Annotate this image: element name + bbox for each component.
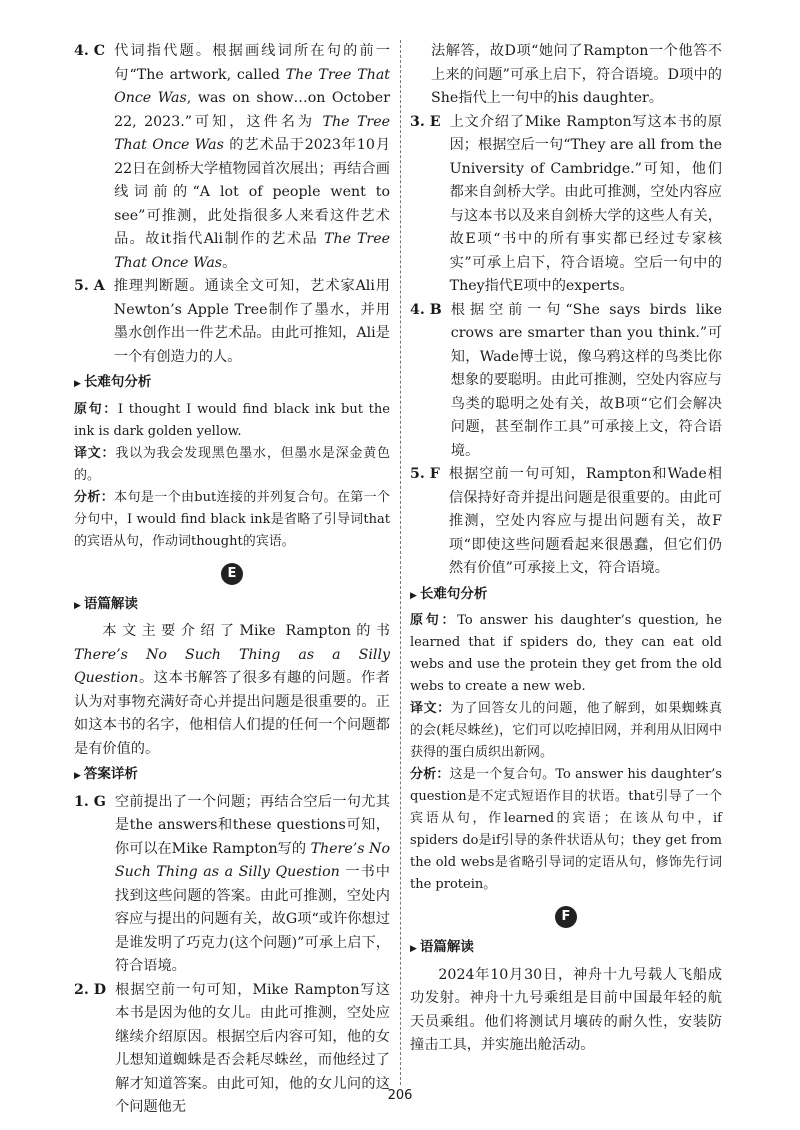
item-number: 4. B xyxy=(410,301,442,318)
triangle-icon: ▶ xyxy=(74,600,81,611)
item-text: 代词指代题。根据画线词所在句的前一句“The artwork, called The Tree That Once Was, was on show…on October 22, 2023.”可知，这件名为 The Tree That Once Was 的艺术品于2023年10月22日在剑桥大学植物园首次展出；再结合画线词前的“A lot of people went to see”可推测，此处指很多人来看这件艺术品。故it指代Ali制作的艺术品 The Tree That Once Was。 xyxy=(114,43,391,271)
section-heading: ▶ 语篇解读 xyxy=(410,939,474,955)
item-number: 5. F xyxy=(410,466,440,482)
passage-summary: 本文主要介绍了Mike Rampton的书 There’s No Such Thing as a Silly Question。这本书解答了很多有趣的问题。作者认为对事物充满好奇心并提出问题是很重要的。正如这本书的名字，他相信人们提的任何一个问题都是有价值的。 xyxy=(74,623,390,757)
analysis: 分析：这是一个复合句。To answer his daughter’s question是不定式短语作目的状语。that引导了一个宾语从句，作learned的宾语；在该从句中，if spiders do是if引导的条件状语从句；they get from the old webs是省略引导词的定语从句，修饰先行词the protein。 xyxy=(410,767,722,892)
column-divider xyxy=(400,40,401,1085)
left-column xyxy=(74,40,390,1120)
answer-item-4 xyxy=(74,40,390,275)
passage-summary: 2024年10月30日，神舟十九号载人飞船成功发射。神舟十九号乘组是目前中国最年轻的航天员乘组。他们将测试月壤砖的耐久性，安装防撞击工具，并实施出舱活动。 xyxy=(410,966,722,1053)
original-sentence: 原句：To answer his daughter’s question, he learned that if spiders do, they can eat old webs and use the protein they get from the old webs to create a new web. xyxy=(410,613,722,694)
translation: 译文：我以为我会发现黑色墨水，但墨水是深金黄色的。 xyxy=(74,445,390,483)
page-number: 206 xyxy=(387,1088,413,1103)
original-sentence: 原句：I thought I would find black ink but the ink is dark golden yellow. xyxy=(74,401,390,439)
passage-badge: E xyxy=(221,563,243,585)
continued-text: 法解答，故D项“她问了Rampton一个他答不上来的问题”可承上启下，符合语境。D项中的She指代上一句中的his daughter。 xyxy=(431,43,722,106)
section-heading: ▶ 长难句分析 xyxy=(74,374,152,390)
translation: 译文：为了回答女儿的问题，他了解到，如果蜘蛛真的会(耗尽蛛丝)，它们可以吃掉旧网，并利用从旧网中获得的蛋白质织出新网。 xyxy=(410,701,722,760)
item-number: 2. D xyxy=(74,981,107,998)
item-text: 根据空前一句可知，Mike Rampton写这本书是因为他的女儿。由此可推测，空处应继续介绍原因。根据空后内容可知，他的女儿想知道蜘蛛是否会耗尽蛛丝，而他经过了解才知道答案。由此可知，他的女儿问的这个问题他无 xyxy=(115,981,390,1115)
analysis: 分析：本句是一个由but连接的并列复合句。在第一个分句中，I would find black ink是省略了引导词that的宾语从句，作动词thought的宾语。 xyxy=(74,489,390,549)
item-text: 推理判断题。通读全文可知，艺术家Ali用Newton’s Apple Tree制作了墨水，并用墨水创作出一件艺术品。由此可推知，Ali是一个有创造力的人。 xyxy=(113,278,390,365)
triangle-icon: ▶ xyxy=(74,771,81,781)
triangle-icon: ▶ xyxy=(410,944,417,954)
triangle-icon: ▶ xyxy=(410,590,417,601)
answer-item-1 xyxy=(74,791,390,979)
item-text: 根据空前一句“She says birds like crows are smarter than you think.”可知，Wade博士说，像乌鸦这样的鸟类比你想象的要聪明。由此可推测，空处内容应与鸟类的聪明之处有关，故B项“它们会解决问题，甚至制作工具”可承接上文，符合语境。 xyxy=(450,301,722,459)
item-text: 根据空前一句可知，Rampton和Wade相信保持好奇并提出问题是很重要的。由此可推测，空处内容应与提出问题有关，故F项“即使这些问题看起来很愚蠢，但它们仍然有价值”可承接上文，符合语境。 xyxy=(448,466,722,576)
right-column xyxy=(410,40,722,1058)
section-heading: ▶ 答案详析 xyxy=(74,766,138,782)
item-text: 上文介绍了Mike Rampton写这本书的原因；根据空后一句“They are all from the University of Cambridge.”可知，他们都来自剑桥大学。由此可推测，空处内容应与这本书以及来自剑桥大学的这些人有关，故E项“书中的所有事实都已经过专家核实”可承上启下，符合语境。空后一句中的They指代E项中的experts。 xyxy=(449,113,722,294)
item-number: 4. C xyxy=(74,43,106,59)
triangle-icon: ▶ xyxy=(74,379,81,389)
answer-item-5 xyxy=(74,275,390,369)
section-heading: ▶ 语篇解读 xyxy=(74,595,138,612)
passage-badge: F xyxy=(555,906,577,928)
item-number: 5. A xyxy=(74,278,105,294)
item-number: 1. G xyxy=(74,793,106,810)
item-text: 空前提出了一个问题；再结合空后一句尤其是the answers和these questions可知，你可以在Mike Rampton写的 There’s No Such Thing as a Silly Question 一书中找到这些问题的答案。由此可推测，空处内容应与提出的问题有关，故G项“或许你想过是谁发明了巧克力(这个问题)”可承上启下，符合语境。 xyxy=(114,793,390,974)
section-heading: ▶ 长难句分析 xyxy=(410,585,488,602)
answer-item-5 xyxy=(410,463,722,581)
answer-item-4 xyxy=(410,299,722,464)
item-number: 3. E xyxy=(410,113,441,130)
answer-item-3 xyxy=(410,111,722,299)
